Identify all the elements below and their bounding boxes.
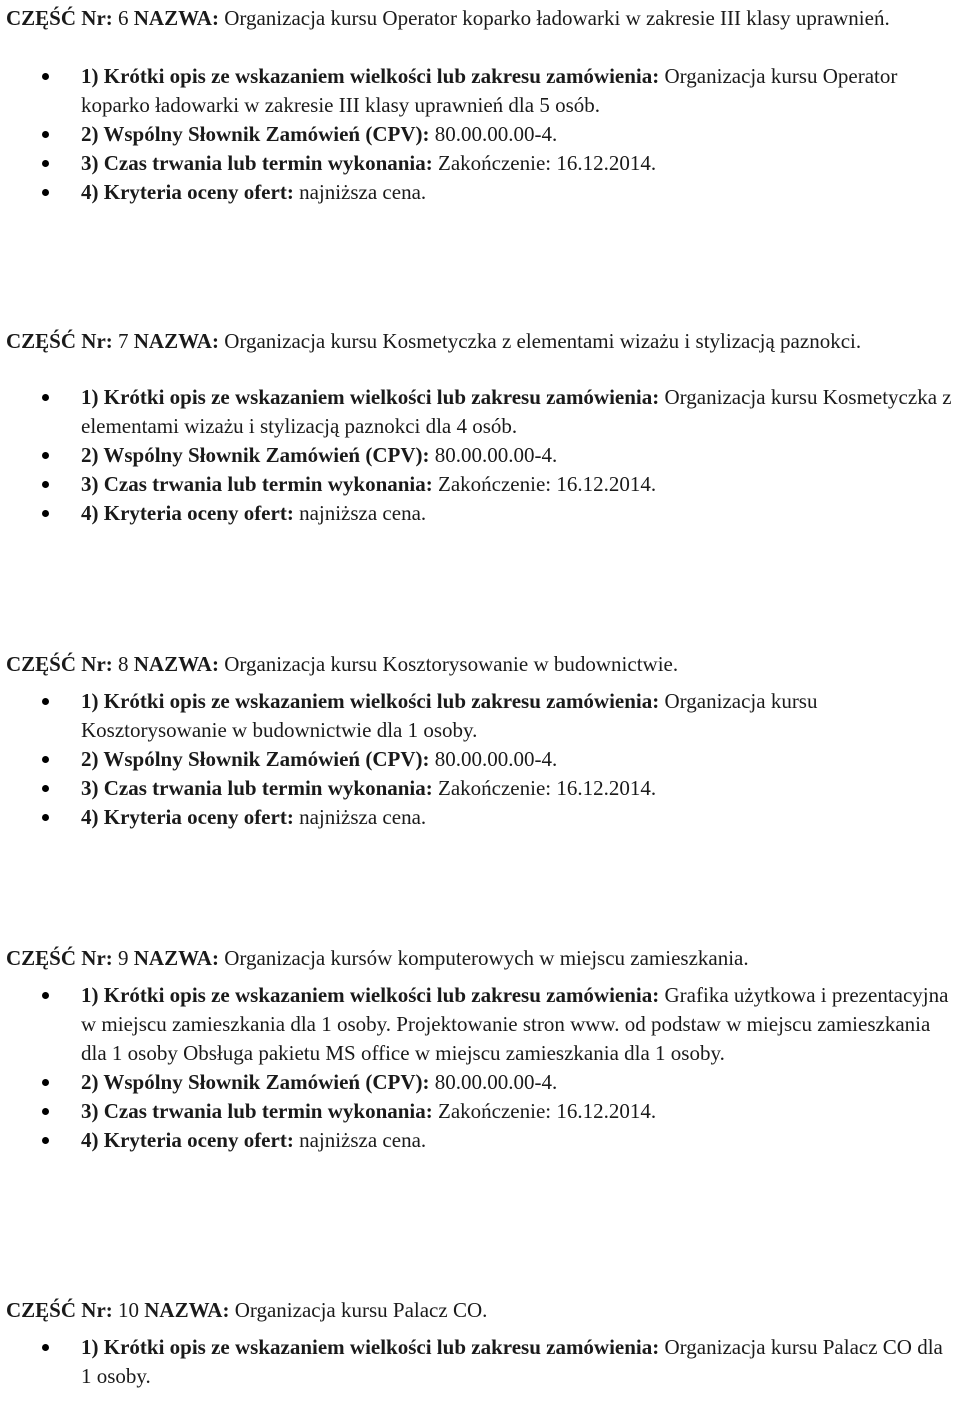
detail-label: 3) Czas trwania lub termin wykonania: bbox=[81, 151, 433, 175]
part-title bbox=[6, 1296, 954, 1325]
part-name: Organizacja kursu Operator koparko ładowarki w zakresie III klasy uprawnień. bbox=[224, 6, 890, 30]
detail-label: 1) Krótki opis ze wskazaniem wielkości lub zakresu zamówienia: bbox=[81, 1335, 660, 1359]
detail-item bbox=[6, 62, 954, 120]
part-section bbox=[6, 944, 954, 1155]
part-details-list bbox=[6, 383, 954, 528]
detail-value: najniższa cena. bbox=[299, 180, 427, 204]
part-details-list bbox=[6, 981, 954, 1155]
part-czesc-label: CZĘŚĆ bbox=[6, 329, 77, 353]
part-name: Organizacja kursu Palacz CO. bbox=[234, 1298, 488, 1322]
part-nazwa-label: NAZWA: bbox=[133, 946, 219, 970]
detail-item bbox=[6, 149, 954, 178]
part-title bbox=[6, 944, 954, 973]
detail-label: 2) Wspólny Słownik Zamówień (CPV): bbox=[81, 443, 430, 467]
detail-item bbox=[6, 981, 954, 1068]
part-number: 8 bbox=[118, 652, 129, 676]
detail-value: najniższa cena. bbox=[299, 501, 427, 525]
detail-value: Zakończenie: 16.12.2014. bbox=[438, 472, 657, 496]
part-title bbox=[6, 4, 954, 33]
part-section bbox=[6, 1296, 954, 1391]
part-nazwa-label: NAZWA: bbox=[133, 652, 219, 676]
part-section bbox=[6, 650, 954, 832]
detail-value: najniższa cena. bbox=[299, 805, 427, 829]
detail-label: 2) Wspólny Słownik Zamówień (CPV): bbox=[81, 1070, 430, 1094]
detail-label: 1) Krótki opis ze wskazaniem wielkości lub zakresu zamówienia: bbox=[81, 385, 660, 409]
detail-value: Organizacja kursu Palacz CO dla 1 osoby. bbox=[81, 1335, 943, 1388]
part-nazwa-label: NAZWA: bbox=[144, 1298, 230, 1322]
detail-value: Zakończenie: 16.12.2014. bbox=[438, 776, 657, 800]
part-czesc-label: CZĘŚĆ bbox=[6, 1298, 77, 1322]
detail-value: Zakończenie: 16.12.2014. bbox=[438, 151, 657, 175]
part-name: Organizacja kursów komputerowych w miejscu zamieszkania. bbox=[224, 946, 749, 970]
detail-item bbox=[6, 803, 954, 832]
part-name: Organizacja kursu Kosmetyczka z elementami wizażu i stylizacją paznokci. bbox=[224, 329, 862, 353]
detail-label: 2) Wspólny Słownik Zamówień (CPV): bbox=[81, 122, 430, 146]
detail-label: 3) Czas trwania lub termin wykonania: bbox=[81, 472, 433, 496]
part-number: 7 bbox=[118, 329, 129, 353]
detail-item bbox=[6, 1068, 954, 1097]
part-nazwa-label: NAZWA: bbox=[133, 329, 219, 353]
part-nr-label: Nr: bbox=[81, 329, 113, 353]
detail-item bbox=[6, 745, 954, 774]
detail-item bbox=[6, 774, 954, 803]
detail-label: 4) Kryteria oceny ofert: bbox=[81, 1128, 294, 1152]
detail-label: 3) Czas trwania lub termin wykonania: bbox=[81, 776, 433, 800]
detail-item bbox=[6, 1097, 954, 1126]
detail-item bbox=[6, 687, 954, 745]
detail-label: 4) Kryteria oceny ofert: bbox=[81, 805, 294, 829]
detail-item bbox=[6, 178, 954, 207]
part-details-list bbox=[6, 1333, 954, 1391]
detail-value: Grafika użytkowa i prezentacyjna w miejscu zamieszkania dla 1 osoby. Projektowanie stron www. od podstaw w miejscu zamieszkania dla 1 osoby Obsługa pakietu MS office w miejscu zamieszkania dla 1 osoby. bbox=[81, 983, 949, 1065]
detail-value: Organizacja kursu Kosmetyczka z elementami wizażu i stylizacją paznokci dla 4 osób. bbox=[81, 385, 952, 438]
detail-value: 80.00.00.00-4. bbox=[434, 747, 558, 771]
detail-value: 80.00.00.00-4. bbox=[434, 122, 558, 146]
detail-item bbox=[6, 1126, 954, 1155]
part-title bbox=[6, 327, 954, 356]
part-czesc-label: CZĘŚĆ bbox=[6, 946, 77, 970]
part-name: Organizacja kursu Kosztorysowanie w budownictwie. bbox=[224, 652, 679, 676]
detail-value: 80.00.00.00-4. bbox=[434, 443, 558, 467]
part-nr-label: Nr: bbox=[81, 6, 113, 30]
detail-item bbox=[6, 441, 954, 470]
part-details-list bbox=[6, 687, 954, 832]
part-nr-label: Nr: bbox=[81, 946, 113, 970]
part-title bbox=[6, 650, 954, 679]
part-details-list bbox=[6, 62, 954, 207]
document-page bbox=[6, 4, 960, 1412]
part-number: 10 bbox=[118, 1298, 140, 1322]
part-nr-label: Nr: bbox=[81, 1298, 113, 1322]
detail-item bbox=[6, 470, 954, 499]
detail-item bbox=[6, 499, 954, 528]
part-czesc-label: CZĘŚĆ bbox=[6, 652, 77, 676]
detail-value: Zakończenie: 16.12.2014. bbox=[438, 1099, 657, 1123]
detail-item bbox=[6, 1333, 954, 1391]
part-czesc-label: CZĘŚĆ bbox=[6, 6, 77, 30]
detail-label: 2) Wspólny Słownik Zamówień (CPV): bbox=[81, 747, 430, 771]
detail-label: 4) Kryteria oceny ofert: bbox=[81, 180, 294, 204]
part-section bbox=[6, 4, 954, 207]
detail-label: 4) Kryteria oceny ofert: bbox=[81, 501, 294, 525]
part-nr-label: Nr: bbox=[81, 652, 113, 676]
detail-label: 3) Czas trwania lub termin wykonania: bbox=[81, 1099, 433, 1123]
detail-label: 1) Krótki opis ze wskazaniem wielkości lub zakresu zamówienia: bbox=[81, 689, 660, 713]
part-number: 6 bbox=[118, 6, 129, 30]
detail-label: 1) Krótki opis ze wskazaniem wielkości lub zakresu zamówienia: bbox=[81, 983, 660, 1007]
detail-value: 80.00.00.00-4. bbox=[434, 1070, 558, 1094]
detail-value: Organizacja kursu Kosztorysowanie w budownictwie dla 1 osoby. bbox=[81, 689, 818, 742]
detail-item bbox=[6, 383, 954, 441]
part-nazwa-label: NAZWA: bbox=[133, 6, 219, 30]
detail-label: 1) Krótki opis ze wskazaniem wielkości lub zakresu zamówienia: bbox=[81, 64, 660, 88]
detail-value: Organizacja kursu Operator koparko ładowarki w zakresie III klasy uprawnień dla 5 osób. bbox=[81, 64, 898, 117]
detail-value: najniższa cena. bbox=[299, 1128, 427, 1152]
part-number: 9 bbox=[118, 946, 129, 970]
detail-item bbox=[6, 120, 954, 149]
part-section bbox=[6, 327, 954, 528]
